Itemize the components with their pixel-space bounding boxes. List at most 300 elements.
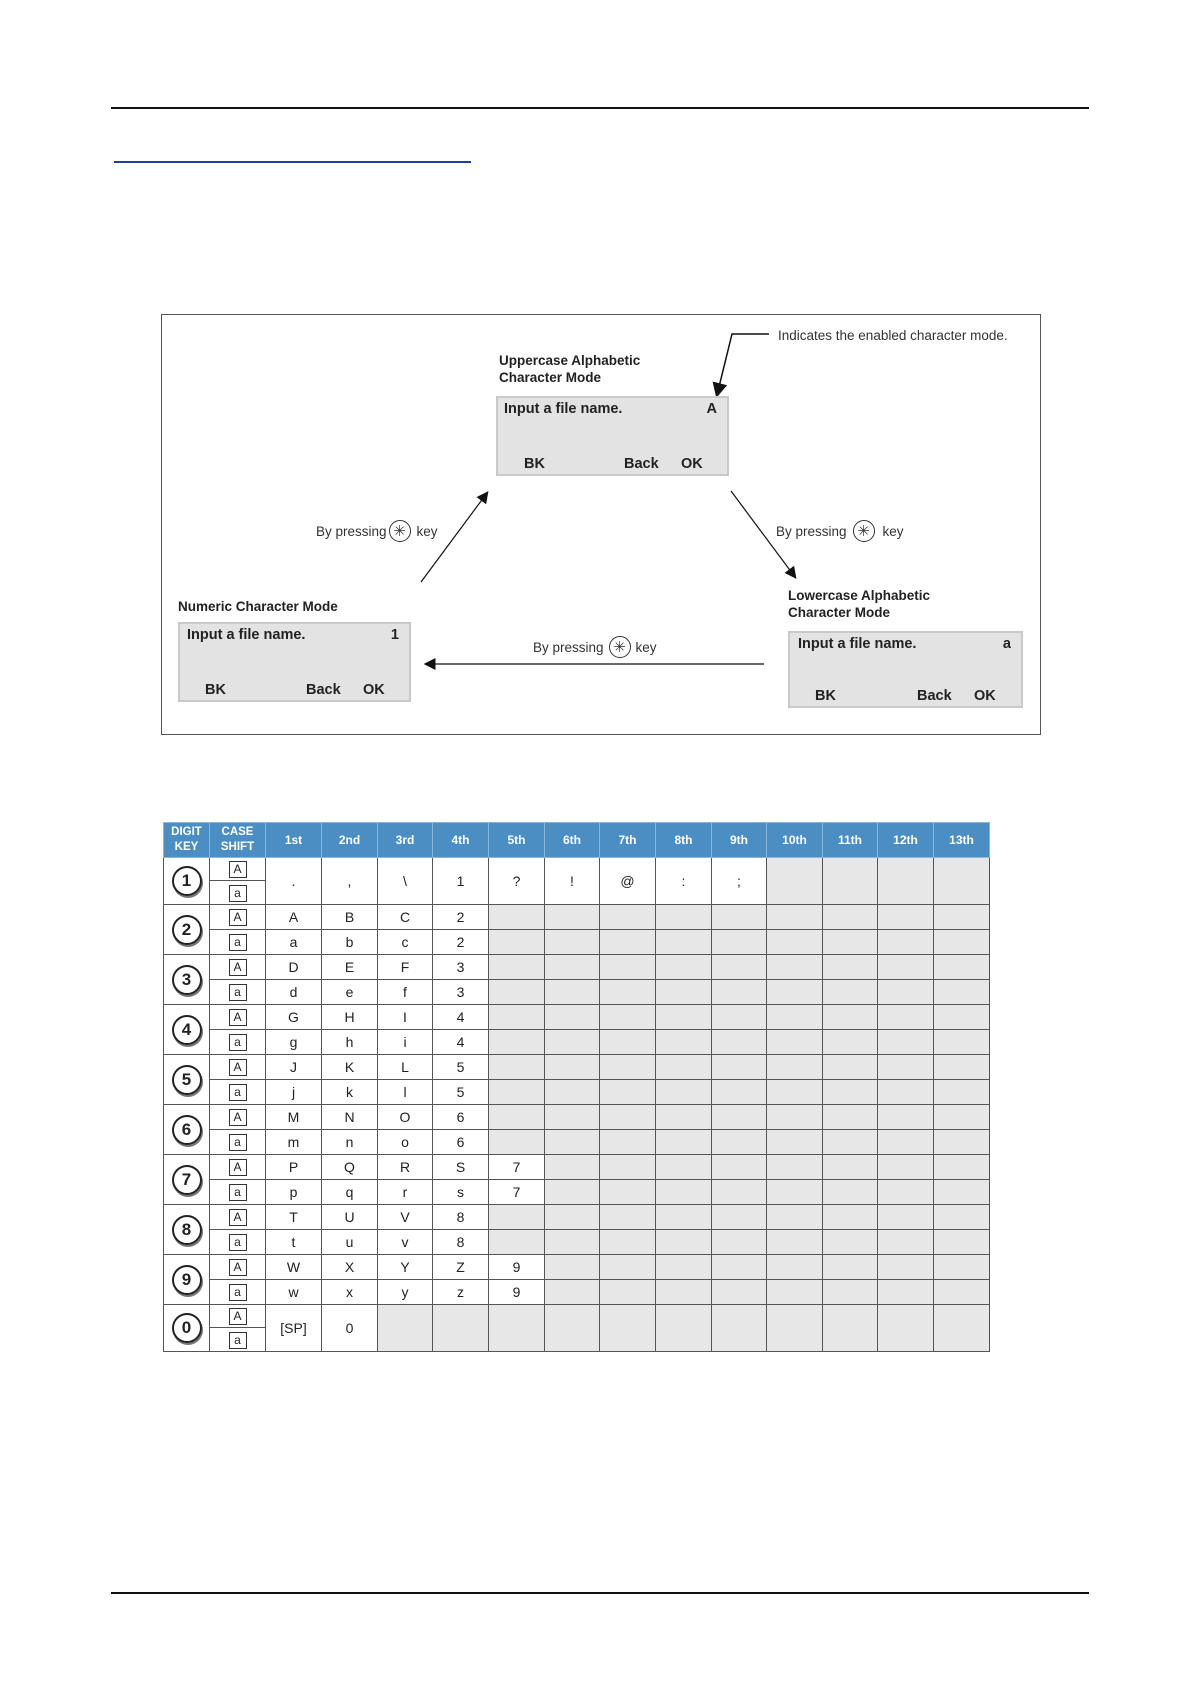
case-shift-cell — [210, 1328, 266, 1352]
digit-key-icon: 5 — [172, 1065, 202, 1095]
uppercase-shift-icon: A — [229, 1059, 247, 1076]
char-cell: . — [266, 858, 322, 905]
digit-key-icon: 1 — [172, 866, 202, 896]
char-cell: 5 — [433, 1080, 489, 1105]
empty-cell — [823, 858, 878, 905]
empty-cell — [934, 1180, 990, 1205]
empty-cell — [600, 1055, 656, 1080]
char-cell: Z — [433, 1255, 489, 1280]
empty-cell — [600, 955, 656, 980]
table-body — [164, 858, 990, 1352]
empty-cell — [545, 1105, 600, 1130]
empty-cell — [823, 1255, 878, 1280]
table-row — [164, 1280, 990, 1305]
column-header: 12th — [878, 823, 934, 858]
empty-cell — [712, 1130, 767, 1155]
table-row — [164, 1055, 990, 1080]
case-shift-cell — [210, 1080, 266, 1105]
empty-cell — [489, 1305, 545, 1352]
empty-cell — [656, 1205, 712, 1230]
char-cell: w — [266, 1280, 322, 1305]
digit-key-cell — [164, 955, 210, 1005]
empty-cell — [934, 1005, 990, 1030]
lcd-mode-indicator: a — [1002, 636, 1011, 652]
char-cell: 3 — [433, 980, 489, 1005]
empty-cell — [712, 955, 767, 980]
char-cell: u — [322, 1230, 378, 1255]
empty-cell — [823, 1180, 878, 1205]
lowercase-shift-icon: a — [229, 984, 247, 1001]
digit-key-cell — [164, 858, 210, 905]
empty-cell — [600, 905, 656, 930]
case-shift-cell — [210, 980, 266, 1005]
empty-cell — [712, 1205, 767, 1230]
char-cell: P — [266, 1155, 322, 1180]
uppercase-shift-icon: A — [229, 1209, 247, 1226]
empty-cell — [712, 1105, 767, 1130]
digit-key-cell — [164, 1305, 210, 1352]
empty-cell — [767, 955, 823, 980]
table-row — [164, 1005, 990, 1030]
empty-cell — [878, 905, 934, 930]
table-row — [164, 1130, 990, 1155]
press-suffix: key — [882, 523, 904, 539]
empty-cell — [878, 1130, 934, 1155]
uppercase-shift-icon: A — [229, 1109, 247, 1126]
char-cell: y — [378, 1280, 433, 1305]
empty-cell — [934, 1105, 990, 1130]
char-cell: 2 — [433, 905, 489, 930]
empty-cell — [878, 1180, 934, 1205]
empty-cell — [600, 1030, 656, 1055]
empty-cell — [489, 980, 545, 1005]
case-shift-cell — [210, 1030, 266, 1055]
empty-cell — [712, 905, 767, 930]
empty-cell — [712, 1055, 767, 1080]
char-cell: b — [322, 930, 378, 955]
char-cell: X — [322, 1255, 378, 1280]
lowercase-shift-icon: a — [229, 1284, 247, 1301]
lcd-prompt: Input a file name. — [504, 401, 623, 417]
char-cell: 6 — [433, 1130, 489, 1155]
column-header: CASE SHIFT — [210, 823, 266, 858]
char-cell: 2 — [433, 930, 489, 955]
empty-cell — [656, 1230, 712, 1255]
empty-cell — [767, 1230, 823, 1255]
table-row — [164, 1255, 990, 1280]
empty-cell — [767, 1005, 823, 1030]
empty-cell — [656, 930, 712, 955]
char-cell: 0 — [322, 1305, 378, 1352]
uppercase-shift-icon: A — [229, 1159, 247, 1176]
lower-mode-title-line2: Character Mode — [788, 605, 891, 620]
uppercase-shift-icon: A — [229, 861, 247, 878]
star-key-icon: ✳ — [853, 520, 875, 542]
empty-cell — [934, 930, 990, 955]
digit-key-icon: 2 — [172, 915, 202, 945]
empty-cell — [545, 1280, 600, 1305]
press-suffix: key — [635, 639, 657, 655]
digit-key-icon: 6 — [172, 1115, 202, 1145]
empty-cell — [600, 1205, 656, 1230]
empty-cell — [767, 1205, 823, 1230]
empty-cell — [600, 980, 656, 1005]
empty-cell — [823, 1030, 878, 1055]
header-rule — [111, 107, 1089, 109]
empty-cell — [712, 1305, 767, 1352]
table-header-row — [164, 823, 990, 858]
empty-cell — [767, 1105, 823, 1130]
char-cell: t — [266, 1230, 322, 1255]
softkey-ok: OK — [974, 688, 996, 704]
char-cell: : — [656, 858, 712, 905]
press-prefix: By pressing — [776, 523, 847, 539]
char-cell: D — [266, 955, 322, 980]
digit-key-cell — [164, 1155, 210, 1205]
empty-cell — [378, 1305, 433, 1352]
lowercase-shift-icon: a — [229, 1034, 247, 1051]
empty-cell — [545, 1255, 600, 1280]
char-cell: J — [266, 1055, 322, 1080]
char-cell: W — [266, 1255, 322, 1280]
empty-cell — [823, 1080, 878, 1105]
lowercase-shift-icon: a — [229, 1134, 247, 1151]
empty-cell — [934, 1205, 990, 1230]
footer-rule — [111, 1592, 1089, 1594]
empty-cell — [878, 930, 934, 955]
char-cell: [SP] — [266, 1305, 322, 1352]
empty-cell — [656, 1180, 712, 1205]
empty-cell — [767, 930, 823, 955]
empty-cell — [767, 1055, 823, 1080]
empty-cell — [712, 1155, 767, 1180]
press-label-numeric-to-upper — [316, 520, 438, 542]
press-prefix: By pressing — [533, 639, 604, 655]
empty-cell — [545, 1130, 600, 1155]
softkey-bk: BK — [205, 682, 226, 698]
char-cell: I — [378, 1005, 433, 1030]
char-cell: p — [266, 1180, 322, 1205]
char-cell: S — [433, 1155, 489, 1180]
char-cell: ; — [712, 858, 767, 905]
digit-key-icon: 4 — [172, 1015, 202, 1045]
table-row — [164, 955, 990, 980]
uppercase-shift-icon: A — [229, 1009, 247, 1026]
softkey-back: Back — [917, 688, 952, 704]
table-row — [164, 1180, 990, 1205]
empty-cell — [656, 1255, 712, 1280]
press-label-lower-to-numeric — [533, 636, 657, 658]
empty-cell — [600, 1180, 656, 1205]
softkey-back: Back — [624, 456, 659, 472]
char-cell: l — [378, 1080, 433, 1105]
softkey-ok: OK — [363, 682, 385, 698]
table-row — [164, 1030, 990, 1055]
case-shift-cell — [210, 1255, 266, 1280]
empty-cell — [823, 1305, 878, 1352]
table-row — [164, 905, 990, 930]
star-key-icon: ✳ — [609, 636, 631, 658]
digit-key-icon: 0 — [172, 1313, 202, 1343]
empty-cell — [656, 1080, 712, 1105]
char-cell: n — [322, 1130, 378, 1155]
char-cell: ! — [545, 858, 600, 905]
empty-cell — [934, 955, 990, 980]
empty-cell — [489, 905, 545, 930]
column-header: 9th — [712, 823, 767, 858]
column-header: 5th — [489, 823, 545, 858]
char-cell: 4 — [433, 1005, 489, 1030]
empty-cell — [878, 1055, 934, 1080]
column-header: 8th — [656, 823, 712, 858]
empty-cell — [545, 1055, 600, 1080]
case-shift-cell — [210, 858, 266, 881]
empty-cell — [489, 1105, 545, 1130]
empty-cell — [656, 1130, 712, 1155]
digit-key-cell — [164, 1205, 210, 1255]
softkey-back: Back — [306, 682, 341, 698]
empty-cell — [767, 1030, 823, 1055]
char-cell: z — [433, 1280, 489, 1305]
char-cell: O — [378, 1105, 433, 1130]
empty-cell — [489, 1055, 545, 1080]
empty-cell — [712, 1080, 767, 1105]
char-cell: A — [266, 905, 322, 930]
table-row — [164, 1105, 990, 1130]
table-row — [164, 1080, 990, 1105]
empty-cell — [656, 1030, 712, 1055]
empty-cell — [767, 980, 823, 1005]
char-cell: i — [378, 1030, 433, 1055]
table-row — [164, 858, 990, 881]
digit-key-icon: 7 — [172, 1165, 202, 1195]
case-shift-cell — [210, 1280, 266, 1305]
empty-cell — [600, 1130, 656, 1155]
char-cell: V — [378, 1205, 433, 1230]
empty-cell — [600, 1230, 656, 1255]
empty-cell — [934, 1255, 990, 1280]
upper-mode-title — [499, 352, 640, 386]
case-shift-cell — [210, 1130, 266, 1155]
lowercase-shift-icon: a — [229, 1184, 247, 1201]
empty-cell — [712, 1280, 767, 1305]
char-cell: 9 — [489, 1255, 545, 1280]
empty-cell — [712, 930, 767, 955]
column-header: 13th — [934, 823, 990, 858]
char-cell: m — [266, 1130, 322, 1155]
table-row — [164, 1305, 990, 1328]
lcd-prompt: Input a file name. — [798, 636, 917, 652]
empty-cell — [878, 1005, 934, 1030]
numeric-mode-title: Numeric Character Mode — [178, 599, 338, 614]
empty-cell — [545, 1305, 600, 1352]
column-header: 1st — [266, 823, 322, 858]
empty-cell — [878, 1230, 934, 1255]
empty-cell — [934, 1130, 990, 1155]
table-row — [164, 1155, 990, 1180]
lowercase-shift-icon: a — [229, 1234, 247, 1251]
char-cell: 7 — [489, 1180, 545, 1205]
empty-cell — [767, 1130, 823, 1155]
table-row — [164, 980, 990, 1005]
empty-cell — [823, 1155, 878, 1180]
empty-cell — [600, 1305, 656, 1352]
character-table — [163, 822, 990, 1352]
char-cell: c — [378, 930, 433, 955]
column-header: 3rd — [378, 823, 433, 858]
empty-cell — [934, 858, 990, 905]
digit-key-icon: 9 — [172, 1265, 202, 1295]
char-cell: K — [322, 1055, 378, 1080]
case-shift-cell — [210, 881, 266, 905]
empty-cell — [489, 1080, 545, 1105]
empty-cell — [823, 1280, 878, 1305]
char-cell: q — [322, 1180, 378, 1205]
empty-cell — [545, 980, 600, 1005]
empty-cell — [823, 1205, 878, 1230]
indicator-note: Indicates the enabled character mode. — [778, 328, 1008, 343]
char-cell: g — [266, 1030, 322, 1055]
column-header: 6th — [545, 823, 600, 858]
numeric-mode-lcd — [178, 622, 411, 702]
char-cell: Y — [378, 1255, 433, 1280]
char-cell: ? — [489, 858, 545, 905]
lcd-mode-indicator: A — [706, 401, 717, 417]
empty-cell — [767, 1255, 823, 1280]
empty-cell — [878, 1205, 934, 1230]
char-cell: @ — [600, 858, 656, 905]
empty-cell — [656, 1305, 712, 1352]
char-cell: o — [378, 1130, 433, 1155]
empty-cell — [767, 1080, 823, 1105]
char-cell: 7 — [489, 1155, 545, 1180]
empty-cell — [545, 1180, 600, 1205]
char-cell: T — [266, 1205, 322, 1230]
star-key-icon: ✳ — [389, 520, 411, 542]
column-header: DIGIT KEY — [164, 823, 210, 858]
softkey-bk: BK — [815, 688, 836, 704]
empty-cell — [823, 1055, 878, 1080]
empty-cell — [934, 1280, 990, 1305]
case-shift-cell — [210, 1230, 266, 1255]
empty-cell — [712, 1230, 767, 1255]
empty-cell — [656, 1105, 712, 1130]
empty-cell — [545, 930, 600, 955]
uppercase-shift-icon: A — [229, 909, 247, 926]
char-cell: f — [378, 980, 433, 1005]
empty-cell — [878, 1030, 934, 1055]
empty-cell — [600, 1105, 656, 1130]
char-cell: j — [266, 1080, 322, 1105]
digit-key-cell — [164, 1005, 210, 1055]
empty-cell — [712, 1255, 767, 1280]
empty-cell — [823, 1230, 878, 1255]
char-cell: k — [322, 1080, 378, 1105]
digit-key-icon: 3 — [172, 965, 202, 995]
char-cell: e — [322, 980, 378, 1005]
empty-cell — [934, 905, 990, 930]
case-shift-cell — [210, 1055, 266, 1080]
empty-cell — [545, 955, 600, 980]
case-shift-cell — [210, 1180, 266, 1205]
empty-cell — [656, 1280, 712, 1305]
empty-cell — [545, 1155, 600, 1180]
case-shift-cell — [210, 1105, 266, 1130]
lowercase-shift-icon: a — [229, 885, 247, 902]
empty-cell — [823, 930, 878, 955]
lcd-prompt: Input a file name. — [187, 627, 306, 643]
char-cell: 5 — [433, 1055, 489, 1080]
lower-mode-lcd — [788, 631, 1023, 708]
char-cell: v — [378, 1230, 433, 1255]
empty-cell — [878, 1255, 934, 1280]
char-cell: 8 — [433, 1230, 489, 1255]
empty-cell — [600, 1080, 656, 1105]
digit-key-cell — [164, 1105, 210, 1155]
case-shift-cell — [210, 1205, 266, 1230]
upper-mode-lcd — [496, 396, 729, 476]
empty-cell — [656, 1005, 712, 1030]
column-header: 4th — [433, 823, 489, 858]
empty-cell — [934, 1080, 990, 1105]
char-cell: N — [322, 1105, 378, 1130]
char-cell: 1 — [433, 858, 489, 905]
empty-cell — [934, 1055, 990, 1080]
char-cell: a — [266, 930, 322, 955]
press-prefix: By pressing — [316, 523, 387, 539]
char-cell: B — [322, 905, 378, 930]
uppercase-shift-icon: A — [229, 959, 247, 976]
empty-cell — [656, 905, 712, 930]
empty-cell — [767, 1280, 823, 1305]
char-cell: \ — [378, 858, 433, 905]
digit-key-cell — [164, 905, 210, 955]
character-mode-diagram — [161, 314, 1041, 735]
char-cell: d — [266, 980, 322, 1005]
column-header: 7th — [600, 823, 656, 858]
uppercase-shift-icon: A — [229, 1308, 247, 1325]
char-cell: Q — [322, 1155, 378, 1180]
empty-cell — [878, 1305, 934, 1352]
empty-cell — [878, 1105, 934, 1130]
empty-cell — [545, 1005, 600, 1030]
empty-cell — [934, 1030, 990, 1055]
char-cell: s — [433, 1180, 489, 1205]
empty-cell — [656, 955, 712, 980]
empty-cell — [656, 1055, 712, 1080]
empty-cell — [545, 1080, 600, 1105]
char-cell: E — [322, 955, 378, 980]
char-cell: r — [378, 1180, 433, 1205]
digit-key-cell — [164, 1255, 210, 1305]
empty-cell — [878, 1080, 934, 1105]
empty-cell — [712, 1180, 767, 1205]
empty-cell — [823, 1005, 878, 1030]
empty-cell — [934, 1230, 990, 1255]
empty-cell — [545, 1030, 600, 1055]
char-cell: h — [322, 1030, 378, 1055]
lowercase-shift-icon: a — [229, 1332, 247, 1349]
empty-cell — [545, 1230, 600, 1255]
section-link-underline — [114, 161, 471, 163]
char-cell: x — [322, 1280, 378, 1305]
lowercase-shift-icon: a — [229, 934, 247, 951]
empty-cell — [656, 1155, 712, 1180]
empty-cell — [767, 1305, 823, 1352]
upper-mode-title-line1: Uppercase Alphabetic — [499, 353, 641, 368]
digit-key-cell — [164, 1055, 210, 1105]
table-row — [164, 1205, 990, 1230]
